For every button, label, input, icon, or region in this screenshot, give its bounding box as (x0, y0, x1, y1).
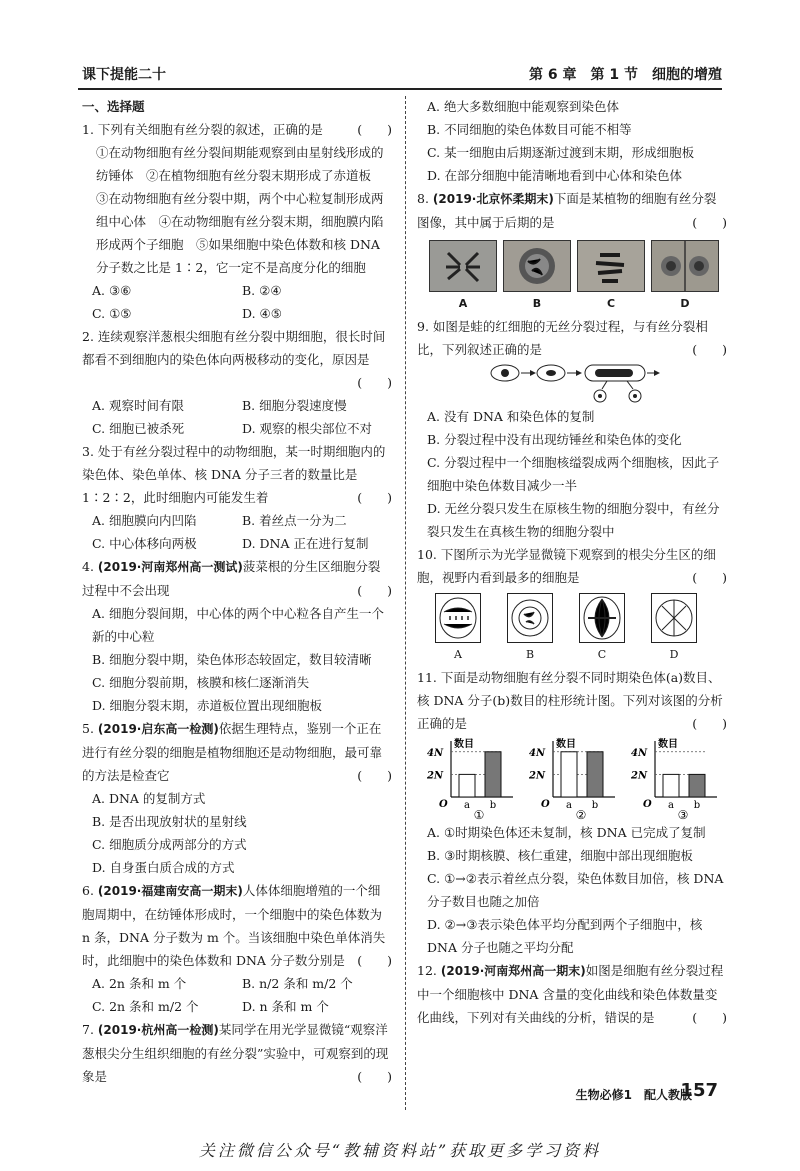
option-b: B. ③时期核膜、核仁重建，细胞中部出现细胞板 (427, 848, 693, 863)
option-c: C. 细胞已被杀死 (92, 421, 185, 436)
x-tick-label: b (693, 800, 701, 811)
question-9 (417, 315, 727, 543)
origin-label: O (439, 799, 448, 810)
column-divider (405, 96, 406, 1110)
bar-a (561, 752, 577, 797)
question-number: 7. (82, 1022, 98, 1037)
answer-paren: ( ) (357, 1069, 392, 1084)
page-number: 157 (680, 1080, 718, 1101)
micrograph-row (417, 240, 727, 292)
option-a: A. 2n 条和 m 个 (92, 976, 187, 991)
bar-b (689, 774, 705, 797)
answer-paren: ( ) (357, 953, 392, 968)
bar-a (459, 774, 475, 797)
option-d: D. ④⑤ (242, 306, 282, 321)
bar-a (663, 774, 679, 797)
option-a: A. ③⑥ (92, 283, 132, 298)
y-tick-label: 4N (631, 747, 648, 759)
question-2 (82, 325, 392, 440)
cell-diagram-labels (417, 643, 727, 666)
header-right: 第 6 章 第 1 节 细胞的增殖 (529, 67, 722, 83)
option-b: B. 着丝点一分为二 (242, 513, 347, 528)
micrograph-b (503, 240, 571, 292)
question-4 (82, 555, 392, 717)
answer-paren: ( ) (692, 342, 727, 357)
option-a: A. ①时期染色体还未复制，核 DNA 已完成了复制 (427, 825, 706, 840)
options-row (82, 417, 392, 440)
y-axis-label: 数目 (454, 739, 474, 750)
bar-chart-2 (527, 737, 619, 821)
label-a: A (458, 297, 468, 310)
question-stem: 人体体细胞增殖的一个细胞周期中，在纺锤体形成时，一个细胞中的染色体数为 n 条，DNA 分子数为 m 个。当该细胞中染色单体消失时，此细胞中的染色体数和 DNA 分子数分别是 (82, 883, 386, 968)
question-7 (82, 1018, 392, 1088)
chart-title: ① (473, 808, 485, 821)
cell-diagram-b (507, 593, 553, 643)
label-b: B (532, 297, 542, 310)
micrograph-a (429, 240, 497, 292)
option-c: C. 细胞质分成两部分的方式 (92, 837, 247, 852)
option-d: D. 观察的根尖部位不对 (242, 421, 373, 436)
x-tick-label: a (566, 800, 572, 811)
answer-paren: ( ) (357, 122, 392, 137)
x-tick-label: a (668, 800, 674, 811)
question-source: (2019·杭州高一检测) (97, 1023, 219, 1037)
label-b: B (525, 648, 535, 661)
answer-paren: ( ) (692, 716, 727, 731)
option-c: C. ①→②表示着丝点分裂，染色体数目加倍，核 DNA 分子数目也随之加倍 (427, 871, 724, 909)
option-d: D. 自身蛋白质合成的方式 (92, 860, 235, 875)
question-6 (82, 879, 392, 1018)
option-a: A. 细胞膜向内凹陷 (92, 513, 197, 528)
option-b: B. 细胞分裂中期，染色体形态较固定，数目较清晰 (92, 652, 372, 667)
options-row (82, 302, 392, 325)
answer-paren: ( ) (357, 768, 392, 783)
options-row (82, 279, 392, 302)
bar-b (587, 752, 603, 797)
micrograph-d (651, 240, 719, 292)
question-stem: 某同学在用光学显微镜“观察洋葱根尖分生组织细胞的有丝分裂”实验中，可观察到的现象是 (82, 1022, 389, 1084)
question-source: (2019·福建南安高一期末) (97, 884, 243, 898)
option-c: C. 分裂过程中一个细胞核缢裂成两个细胞核，因此子细胞中染色体数目减少一半 (427, 455, 720, 493)
options-row (82, 509, 392, 532)
label-a: A (454, 648, 462, 661)
y-axis-label: 数目 (658, 739, 678, 750)
q7-option-d: D. 在部分细胞中能清晰地看到中心体和染色体 (427, 168, 683, 183)
options-row (82, 995, 392, 1018)
question-number: 6. (82, 883, 98, 898)
option-d: D. 细胞分裂末期，赤道板位置出现细胞板 (92, 698, 323, 713)
section-title: 一、选择题 (82, 99, 145, 114)
option-a: A. 观察时间有限 (92, 398, 184, 413)
question-8 (417, 187, 727, 315)
option-c: C. 细胞分裂前期，核膜和核仁逐渐消失 (92, 675, 310, 690)
micrograph-c (577, 240, 645, 292)
micrograph-labels (417, 292, 727, 315)
y-axis-label: 数目 (556, 739, 576, 750)
option-b: B. 细胞分裂速度慢 (242, 398, 347, 413)
question-source: (2019·河南郑州高一测试) (97, 560, 243, 574)
bar-chart-row (417, 737, 727, 821)
option-c: C. 中心体移向两极 (92, 536, 197, 551)
q7-option-b: B. 不同细胞的染色体数目可能不相等 (427, 122, 632, 137)
x-tick-label: b (489, 800, 497, 811)
option-d: D. 无丝分裂只发生在原核生物的细胞分裂中，有丝分裂只发生在真核生物的细胞分裂中 (427, 501, 720, 539)
bar-chart-1 (425, 737, 517, 821)
header-rule (78, 88, 722, 90)
answer-paren: ( ) (692, 570, 727, 585)
cell-diagram-d (651, 593, 697, 643)
question-stem: 10. 下图所示为光学显微镜下观察到的根尖分生区的细胞，视野内看到最多的细胞是 (417, 547, 716, 585)
question-number: 12. (417, 963, 441, 978)
label-c: C (606, 297, 616, 310)
option-b: B. 是否出现放射状的星射线 (92, 814, 247, 829)
options-row (82, 972, 392, 995)
question-number: 5. (82, 721, 98, 736)
y-tick-label: 2N (529, 770, 546, 782)
option-c: C. ①⑤ (92, 306, 132, 321)
option-d: D. DNA 正在进行复制 (242, 536, 369, 551)
question-source: (2019·启东高一检测) (97, 722, 219, 736)
x-tick-label: a (464, 800, 470, 811)
y-tick-label: 4N (427, 747, 444, 759)
answer-paren: ( ) (357, 490, 392, 505)
question-stem: 9. 如图是蛙的红细胞的无丝分裂过程，与有丝分裂相比，下列叙述正确的是 (417, 319, 708, 357)
cell-diagram-a (435, 593, 481, 643)
question-stem: 如图是细胞有丝分裂过程中一个细胞核中 DNA 含量的变化曲线和染色体数量变化曲线，下列对有关曲线的分析，错误的是 (417, 963, 724, 1025)
left-column (82, 95, 392, 1088)
chart-title: ② (575, 808, 587, 821)
option-a: A. DNA 的复制方式 (92, 791, 206, 806)
q7-option-c: C. 某一细胞由后期逐渐过渡到末期，形成细胞板 (427, 145, 695, 160)
option-b: B. ②④ (242, 283, 282, 298)
question-stem: 依据生理特点，鉴别一个正在进行有丝分裂的细胞是植物细胞还是动物细胞，最可靠的方法是检查它 (82, 721, 383, 783)
y-tick-label: 2N (427, 770, 444, 782)
bar-chart-3 (629, 737, 721, 821)
x-tick-label: b (591, 800, 599, 811)
option-a: A. 细胞分裂间期，中心体的两个中心粒各自产生一个新的中心粒 (92, 606, 384, 644)
question-stem: 3. 处于有丝分裂过程中的动物细胞，某一时期细胞内的染色体、染色单体、核 DNA 分子三者的数量比是 1∶2∶2，此时细胞内可能发生着 (82, 444, 386, 505)
header-left: 课下提能二十 (82, 67, 166, 83)
right-column (417, 95, 727, 1029)
option-b: B. 分裂过程中没有出现纺锤丝和染色体的变化 (427, 432, 682, 447)
question-source: (2019·河南郑州高一期末) (440, 964, 586, 978)
origin-label: O (643, 799, 652, 810)
label-d: D (680, 297, 690, 310)
question-11 (417, 666, 727, 959)
label-c: C (597, 648, 607, 661)
options-row (82, 532, 392, 555)
label-d: D (669, 648, 679, 661)
footer-book: 生物必修1 配人教版 (575, 1088, 692, 1102)
q7-option-a: A. 绝大多数细胞中能观察到染色体 (427, 99, 619, 114)
question-number: 8. (417, 191, 433, 206)
option-a: A. 没有 DNA 和染色体的复制 (427, 409, 595, 424)
question-number: 4. (82, 559, 98, 574)
answer-paren: ( ) (692, 1010, 727, 1025)
cell-diagram-c (579, 593, 625, 643)
question-stem: 下面是某植物的细胞有丝分裂图像，其中属于后期的是 (417, 191, 717, 230)
question-10 (417, 543, 727, 666)
question-1 (82, 118, 392, 325)
options-row (82, 394, 392, 417)
question-source: (2019·北京怀柔期末) (432, 192, 554, 206)
y-tick-label: 4N (529, 747, 546, 759)
option-d: D. n 条和 m 个 (242, 999, 329, 1014)
amitosis-diagram (417, 361, 727, 405)
answer-paren: ( ) (357, 583, 392, 598)
y-tick-label: 2N (631, 770, 648, 782)
question-stem: 1. 下列有关细胞有丝分裂的叙述，正确的是 (82, 122, 323, 137)
chart-title: ③ (677, 808, 689, 821)
question-12 (417, 959, 727, 1029)
cell-diagram-row (417, 593, 727, 643)
origin-label: O (541, 799, 550, 810)
bar-b (485, 752, 501, 797)
question-stem: 菠菜根的分生区细胞分裂过程中不会出现 (82, 559, 381, 598)
question-3 (82, 440, 392, 555)
option-b: B. n/2 条和 m/2 个 (242, 976, 353, 991)
question-5 (82, 717, 392, 879)
question-stem: 2. 连续观察洋葱根尖细胞有丝分裂中期细胞，很长时间都看不到细胞内的染色体向两极移动的变化，原因是 (82, 329, 386, 367)
option-d: D. ②→③表示染色体平均分配到两个子细胞中，核 DNA 分子也随之平均分配 (427, 917, 703, 955)
answer-paren: ( ) (692, 215, 727, 230)
option-c: C. 2n 条和 m/2 个 (92, 999, 199, 1014)
answer-paren: ( ) (357, 375, 392, 390)
question-body: ①在动物细胞有丝分裂间期能观察到由星射线形成的纺锤体 ②在植物细胞有丝分裂末期形成了赤道板 ③在动物细胞有丝分裂中期，两个中心粒复制形成两组中心体 ④在动物细胞有丝分裂末期，细胞膜内陷形成两个子细胞 ⑤如果细胞中染色体数和核 DNA 分子数之比是 1∶2，它一定不是高度分化的细胞 (96, 145, 384, 275)
bottom-note: 关注微信公众号“教辅资料站”获取更多学习资料 (198, 1141, 602, 1160)
question-stem: 11. 下面是动物细胞有丝分裂不同时期染色体(a)数目、核 DNA 分子(b)数目的柱形统计图。下列对该图的分析正确的是 (417, 670, 723, 731)
